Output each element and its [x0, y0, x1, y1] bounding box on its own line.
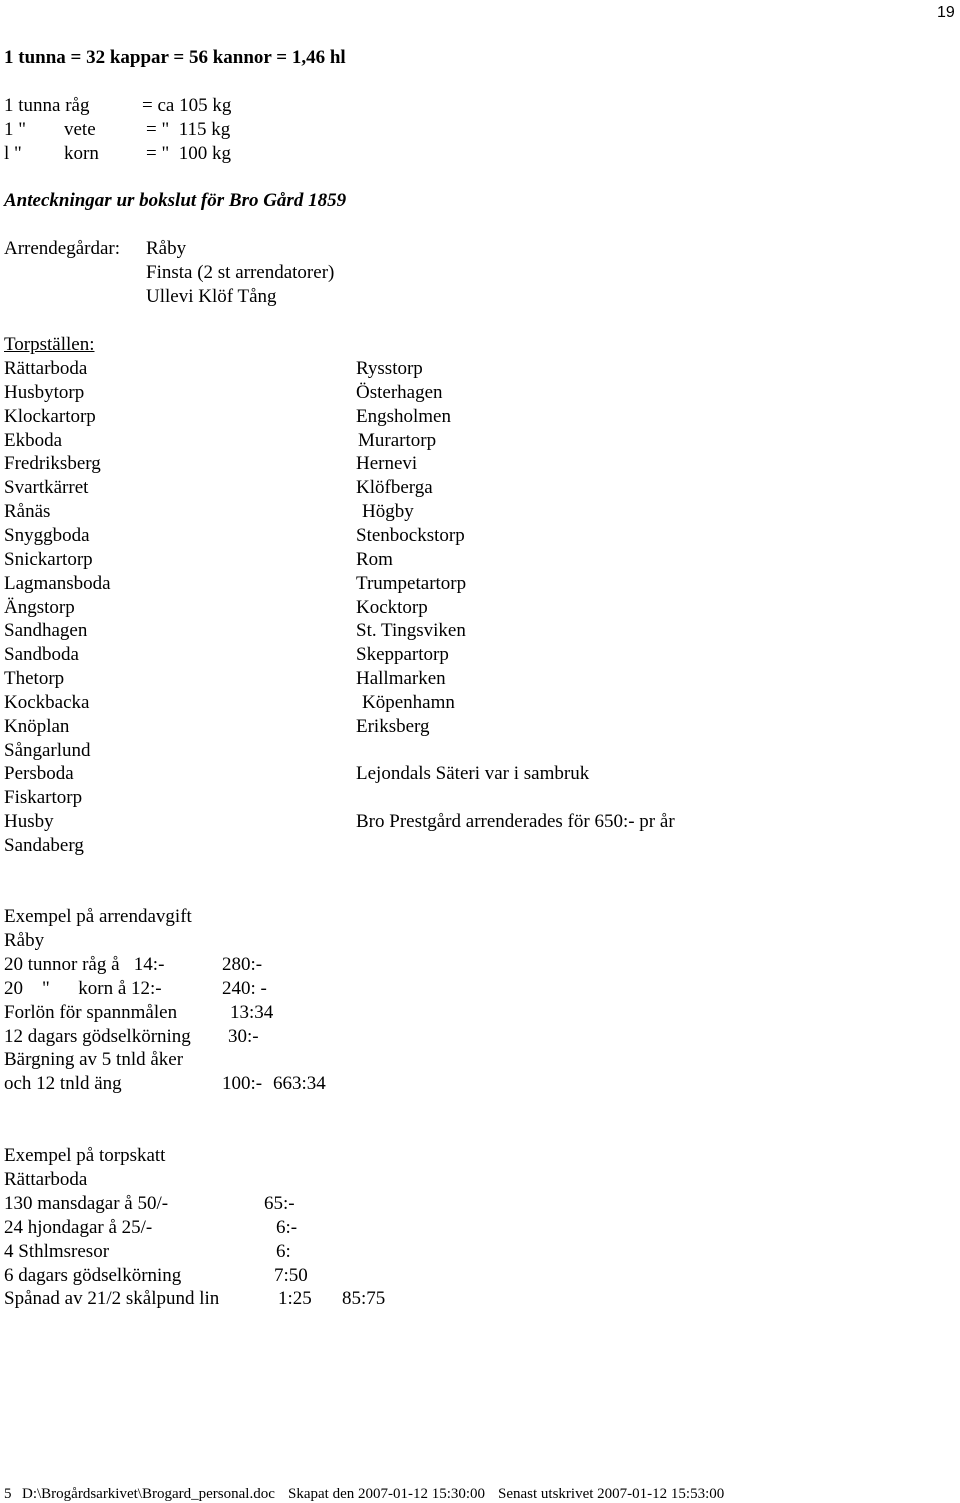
torp-item: Snyggboda — [4, 524, 90, 546]
arrendavgift-title: Exempel på arrendavgift — [4, 906, 192, 927]
torpskatt-row-amount: 65:- — [264, 1193, 295, 1214]
arrende-item: Råby — [146, 238, 187, 259]
torpskatt-row-total: 85:75 — [342, 1288, 386, 1310]
arrendavgift-row-item: Bärgning av 5 tnld åker — [4, 1049, 184, 1071]
torpskatt-title: Exempel på torpskatt — [4, 1145, 166, 1166]
arrendavgift-row-amount: 280:- — [222, 954, 263, 975]
torp-item: Rättarboda — [4, 358, 88, 379]
torp-item: Fredriksberg — [4, 453, 101, 475]
torpskatt-row-item: 24 hjondagar å 25/- — [4, 1216, 153, 1238]
lejondal-note: Lejondals Säteri var i sambruk — [356, 763, 590, 784]
torp-item: Engsholmen — [356, 405, 451, 427]
torp-item: Husbytorp — [4, 381, 85, 403]
arrendavgift-row-amount: 240: - — [222, 977, 267, 999]
torp-item: Sandaberg — [4, 835, 84, 856]
arrendavgift-row-amount: 100:- — [222, 1073, 263, 1095]
torp-item: Köpenhamn — [362, 691, 455, 713]
torp-item: Ekboda — [4, 429, 63, 451]
torp-item: Sandhagen — [4, 620, 88, 642]
torp-item: Sandboda — [4, 644, 79, 666]
torpskatt-row-amount: 7:50 — [274, 1264, 308, 1286]
torp-item: Skeppartorp — [356, 644, 449, 666]
torpskatt-row-amount: 1:25 — [278, 1288, 312, 1310]
weight-row-value: = " 100 kg — [146, 143, 231, 164]
torp-label: Torpställen: — [4, 334, 95, 355]
footer-num: 5 — [4, 1486, 12, 1502]
torp-item: Klöfberga — [356, 477, 433, 499]
torpskatt-row-amount: 6:- — [276, 1216, 298, 1238]
torp-item: Hallmarken — [356, 668, 446, 690]
torp-item: Murartorp — [358, 429, 437, 451]
torp-item: Österhagen — [356, 381, 443, 403]
page-number: 19 — [937, 4, 955, 21]
weight-row-label: l " — [4, 143, 22, 164]
footer-path: D:\Brogårdsarkivet\Brogard_personal.doc — [22, 1486, 275, 1502]
arrendavgift-row-amount: 13:34 — [230, 1001, 274, 1023]
weight-row-value: = " 115 kg — [146, 119, 231, 140]
torp-item: Stenbockstorp — [356, 524, 465, 546]
weight-row-label: 1 tunna råg — [4, 95, 90, 116]
torp-item: Knöplan — [4, 715, 70, 737]
footer-printed: Senast utskrivet 2007-01-12 15:53:00 — [498, 1486, 725, 1502]
torp-item: Ängstorp — [4, 596, 75, 618]
arrendavgift-row-item: 12 dagars gödselkörning — [4, 1025, 191, 1047]
footer-created: Skapat den 2007-01-12 15:30:00 — [288, 1486, 486, 1502]
torp-item: St. Tingsviken — [356, 620, 466, 642]
arrendavgift-row-item: 20 tunnor råg å 14:- — [4, 954, 165, 975]
torp-item: Hernevi — [356, 453, 418, 475]
weight-row-label: 1 " — [4, 119, 27, 140]
torp-item: Snickartorp — [4, 548, 93, 570]
torp-item: Fiskartorp — [4, 787, 83, 809]
torp-item: Eriksberg — [356, 715, 430, 737]
prestgard-note: Bro Prestgård arrenderades för 650:- pr år — [356, 811, 675, 832]
weight-row-grain: vete — [64, 119, 96, 140]
arrendavgift-farm: Råby — [4, 930, 45, 951]
torp-item: Rysstorp — [356, 358, 423, 379]
torp-item: Kockbacka — [4, 691, 90, 713]
torpskatt-row-amount: 6: — [276, 1240, 291, 1262]
conversion-heading: 1 tunna = 32 kappar = 56 kannor = 1,46 hl — [4, 47, 346, 68]
torpskatt-row-item: 130 mansdagar å 50/- — [4, 1193, 169, 1214]
torp-item: Thetorp — [4, 668, 65, 690]
torp-item: Kocktorp — [356, 596, 428, 618]
torp-item: Högby — [362, 501, 414, 523]
arrendavgift-row-total: 663:34 — [273, 1073, 326, 1095]
torp-item: Rom — [356, 548, 393, 570]
torp-item: Svartkärret — [4, 477, 89, 499]
torp-item: Persboda — [4, 763, 74, 785]
weight-row-value: = ca 105 kg — [142, 95, 232, 116]
torp-item: Klockartorp — [4, 405, 96, 427]
arrende-item: Ullevi Klöf Tång — [146, 286, 277, 307]
torp-item: Rånäs — [4, 501, 51, 523]
torp-item: Husby — [4, 811, 54, 833]
torp-item: Sångarlund — [4, 739, 91, 761]
arrende-item: Finsta (2 st arrendatorer) — [146, 262, 335, 283]
torp-item: Lagmansboda — [4, 572, 111, 594]
arrendavgift-row-item: 20 " korn å 12:- — [4, 977, 162, 999]
torpskatt-row-item: Spånad av 21/2 skålpund lin — [4, 1288, 220, 1310]
torpskatt-farm: Rättarboda — [4, 1169, 88, 1190]
torpskatt-row-item: 6 dagars gödselkörning — [4, 1264, 182, 1286]
torpskatt-row-item: 4 Sthlmsresor — [4, 1240, 110, 1262]
notes-title: Anteckningar ur bokslut för Bro Gård 1859 — [4, 190, 347, 211]
arrendavgift-row-item: Forlön för spannmålen — [4, 1001, 178, 1023]
torp-item: Trumpetartorp — [356, 572, 467, 594]
arrendavgift-row-amount: 30:- — [228, 1025, 259, 1047]
arrende-label: Arrendegårdar: — [4, 238, 121, 259]
arrendavgift-row-item: och 12 tnld äng — [4, 1073, 122, 1095]
weight-row-grain: korn — [64, 143, 99, 164]
